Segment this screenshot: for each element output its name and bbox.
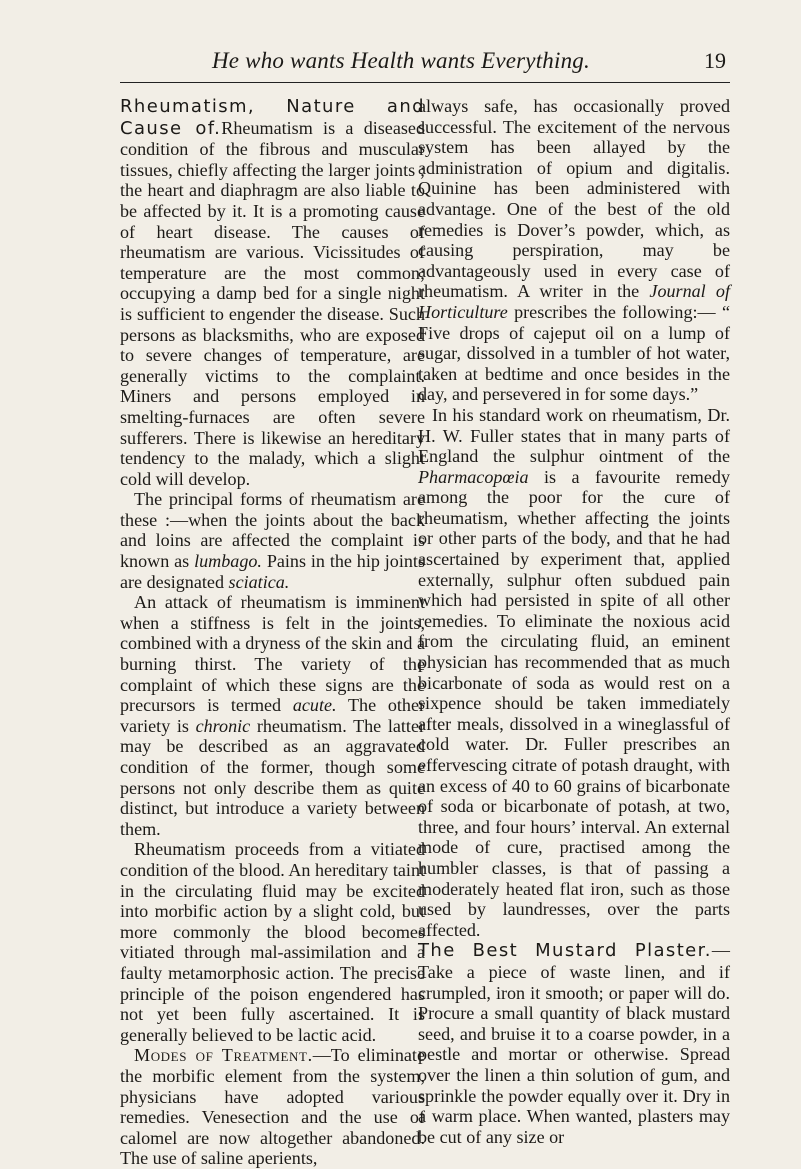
- paragraph-text: is a favourite remedy among the poor for the cure of rheumatism, whether affecting the joints or other parts of the body, and that he had ascertained by experiment that, applied externally, sulphur often subdued pain which had persisted in spite of all other remedies. To eliminate the noxious acid from the circulating fluid, an eminent physician has recommended that as much bicarbonate of soda as would rest on a sixpence should be taken immediately after meals, dissolved in a wineglassful of cold water. Dr. Fuller prescribes an effervescing citrate of potash draught, with an excess of 40 to 60 grains of bicarbonate of soda or bicarbonate of potash, at two, three, and four hours’ interval. An external mode of cure, practised among the humbler classes, is that of passing a moderately heated flat iron, such as those used by laundresses, over the parts affected.: [418, 466, 730, 940]
- term-sciatica: sciatica.: [228, 571, 290, 592]
- mustard-plaster-paragraph: [418, 940, 730, 1147]
- term-pharmacopoeia: Pharmacopœia: [418, 466, 529, 487]
- cause-paragraph: [120, 839, 425, 1045]
- subheading-modes-of-treatment: Modes of Treatment.: [134, 1045, 313, 1066]
- paragraph-text: Rheumatism proceeds from a vitiated condition of the blood. An hereditary taint in the circulating fluid may be excited into morbific action by a slight cold, but more commonly the blood becomes vitiated through mal-assimilation and a faulty metamorphosic action. The precise principle of the poison engendered has not yet been fully ascertained. It is generally believed to be lactic acid.: [120, 839, 426, 1045]
- section-heading-rheumatism: Rheumatism, Nature and Cause of.: [120, 96, 425, 139]
- page-number: 19: [704, 48, 726, 73]
- running-title: He who wants Health wants Everything.: [212, 48, 590, 73]
- treatment-paragraph: [120, 1045, 425, 1169]
- term-chronic: chronic: [195, 715, 251, 736]
- forms-paragraph: [120, 489, 425, 592]
- paragraph-text: Rheumatism is a diseased condition of the fibrous and muscular tissues, chiefly affecting the larger joints ; the heart and diaphragm are also liable to be affected by it. It is a promoting cause of heart disease. The causes of rheumatism are various. Vicissitudes of temperature are the most common; occupying a damp bed for a single night is sufficient to engender the disease. Such persons as blacksmiths, who are exposed to severe changes of temperature, are generally victims to the complaint. Miners and persons employed in smelting-furnaces are often severe sufferers. There is likewise an hereditary tendency to the malady, which a slight cold will develop.: [120, 117, 425, 489]
- journal-title: Journal of Horticulture: [418, 281, 730, 322]
- right-column: [418, 96, 730, 1147]
- paragraph-text: —To eliminate the morbific element from the system, physicians have adopted various remedies. Venesection and the use of calomel are now altogether abandoned. The use of saline aperients,: [120, 1045, 425, 1169]
- paragraph-text: rheumatism. The latter may be described as an aggravated condition of the former, though some persons not only describe them as quite distinct, but introduce a variety between them.: [120, 715, 426, 839]
- paragraph-text: In his standard work on rheumatism, Dr. H. W. Fuller states that in many parts of England the sulphur ointment of the: [418, 404, 730, 467]
- attack-paragraph: [120, 592, 425, 839]
- paragraph-text: An attack of rheumatism is imminent when a stiffness is felt in the joints, combined with a dryness of the skin and a burning thirst. The variety of the complaint of which these signs are the precursors is termed: [120, 592, 425, 716]
- paragraph-text: The principal forms of rheumatism are these :—when the joints about the back and loins are affected the complaint is known as: [120, 489, 425, 572]
- section-heading-mustard-plaster: The Best Mustard Plaster.: [418, 940, 712, 962]
- term-acute: acute.: [292, 695, 337, 716]
- fuller-paragraph: [418, 405, 730, 940]
- paragraph-text: The other variety is: [120, 695, 425, 736]
- term-lumbago: lumbago.: [194, 551, 262, 572]
- remedies-paragraph: [418, 96, 730, 405]
- paragraph-text: —Take a piece of waste linen, and if crumpled, iron it smooth; or paper will do. Procure a small quantity of black mustard seed, and bruise it to a coarse powder, in a pestle and mortar or otherwise. Spread over the linen a thin solution of gum, and sprinkle the powder equally over it. Dry in a warm place. When wanted, plasters may be cut of any size or: [418, 940, 730, 1147]
- paragraph-text: always safe, has occasionally proved successful. The excitement of the nervous system has been allayed by the administration of opium and digitalis. Quinine has been administered with advantage. One of the best of the old remedies is Dover’s powder, which, as causing perspiration, may be advantageously used in every case of rheumatism. A writer in the: [418, 96, 730, 302]
- left-column: [120, 96, 425, 1169]
- paragraph-text: prescribes the following:— “ Five drops of cajeput oil on a lump of sugar, dissolved in a tumbler of hot water, taken at bedtime and once besides in the day, and persevered in for some days.”: [418, 301, 730, 405]
- running-header: [120, 48, 730, 83]
- rheumatism-paragraph: [120, 96, 425, 489]
- paragraph-text: Pains in the hip joints are designated: [120, 551, 425, 592]
